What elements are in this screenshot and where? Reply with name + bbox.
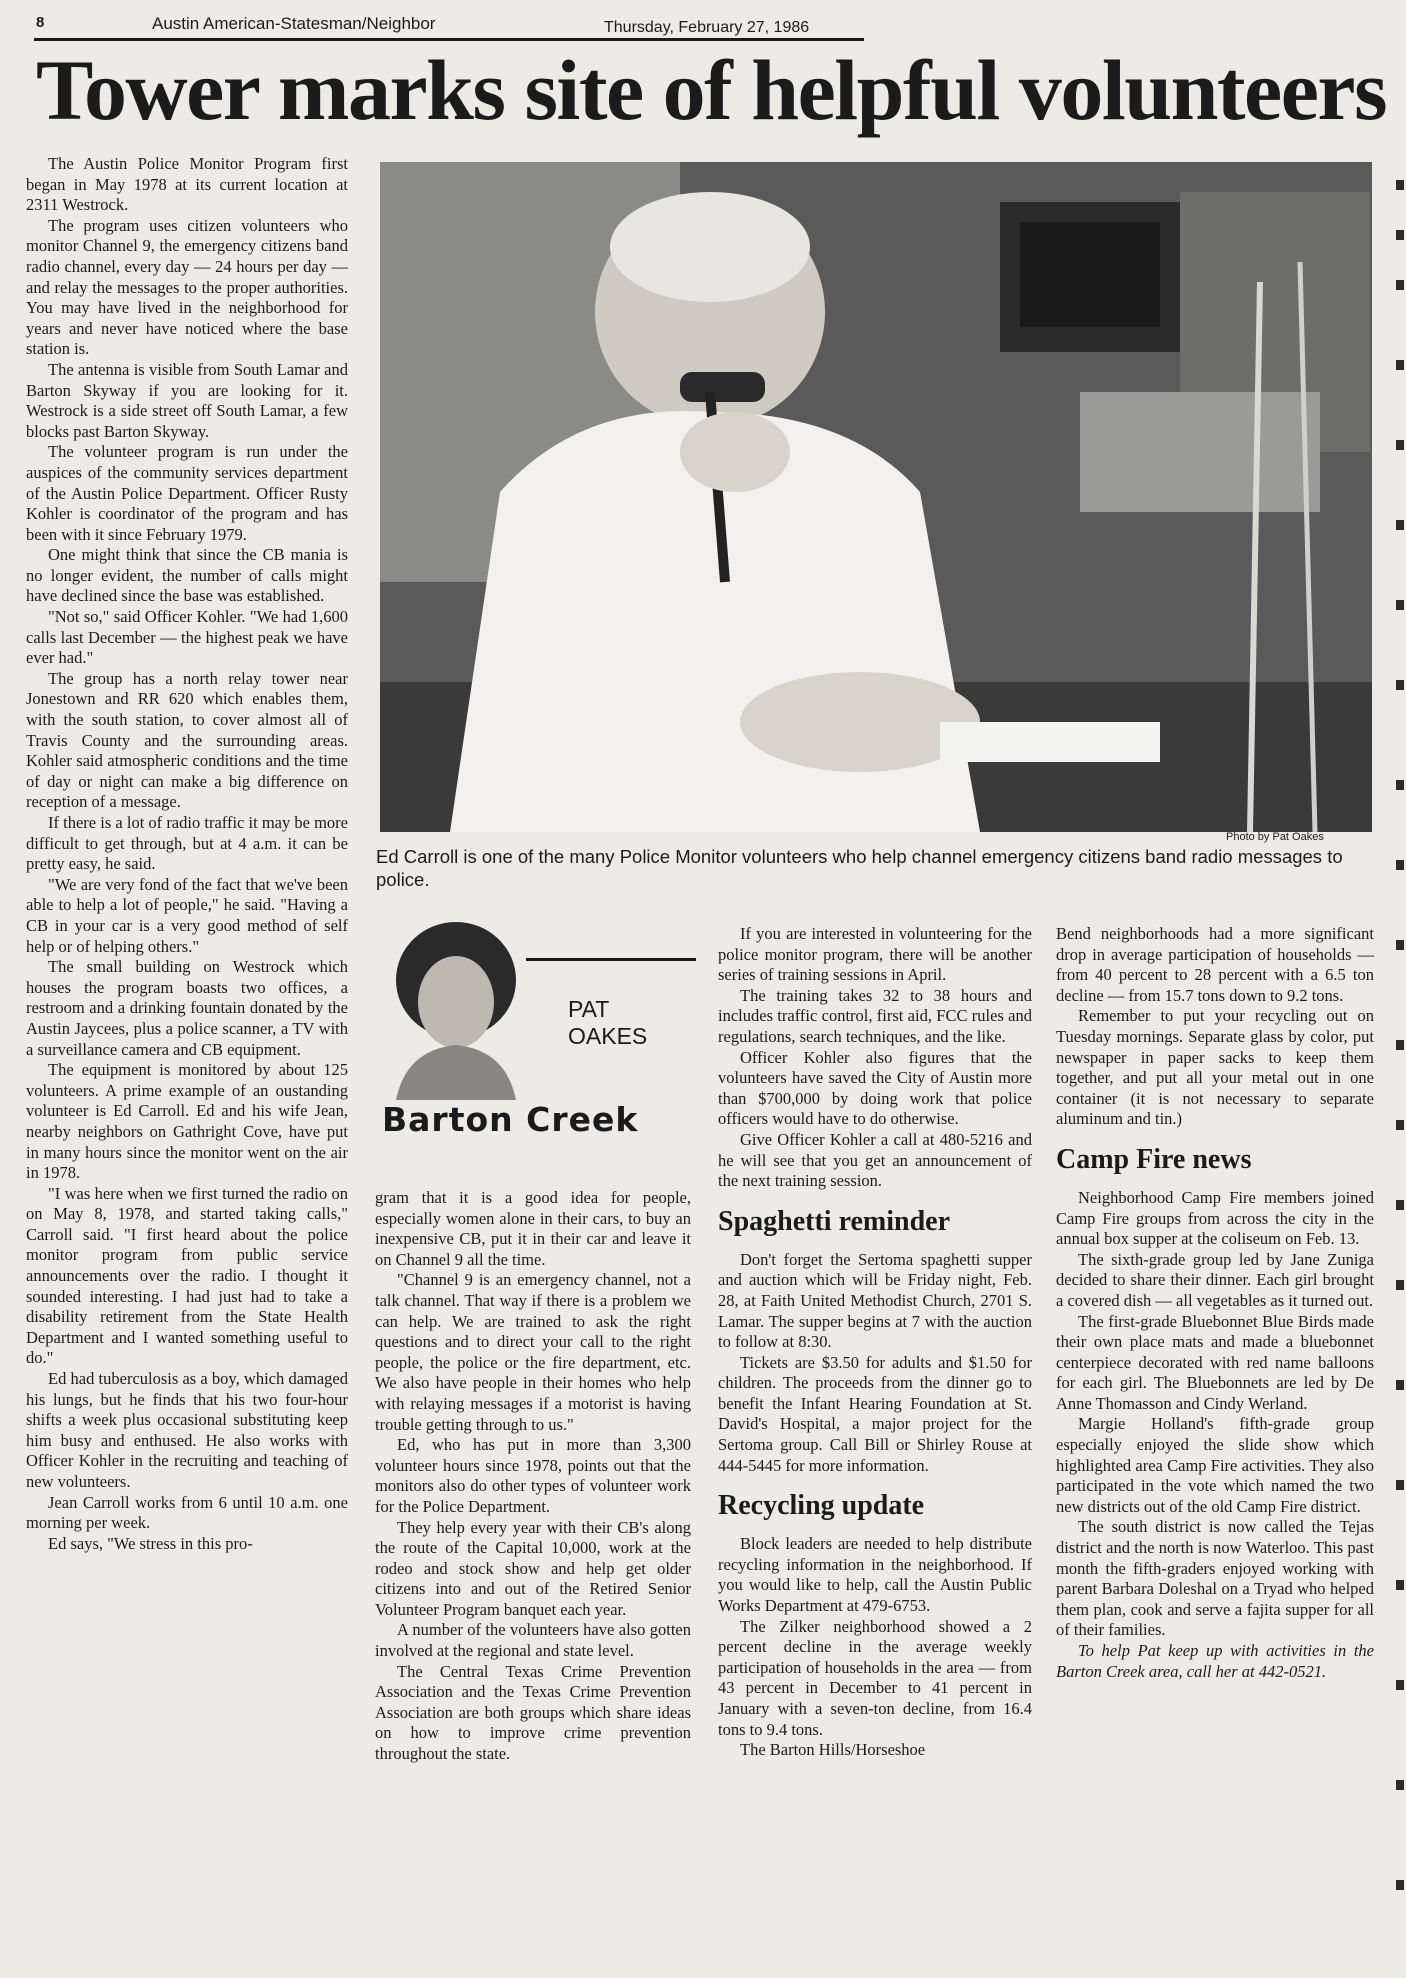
article-column-3 bbox=[718, 924, 1032, 1761]
paragraph: "Channel 9 is an emergency channel, not a talk channel. That way if there is a problem we can help. We are trained to ask the right questions and to direct your call to the right people, the police or the fire department, etc. We also have people in their homes who help with relaying messages if a motorist is having trouble getting through to us." bbox=[375, 1270, 691, 1434]
article-column-2 bbox=[375, 1188, 691, 1765]
paragraph: Block leaders are needed to help distribute recycling information in the neighborhood. If you would like to help, call the Austin Public Works Department at 479-6753. bbox=[718, 1534, 1032, 1616]
paragraph: If you are interested in volunteering for the police monitor program, there will be another series of training sessions in April. bbox=[718, 924, 1032, 985]
paragraph: The volunteer program is run under the auspices of the community services department of the Austin Police Department. Officer Rusty Kohler is coordinator of the program and has been with it since February 1979. bbox=[26, 442, 348, 544]
campfire-heading: Camp Fire news bbox=[1056, 1143, 1252, 1175]
paragraph: Give Officer Kohler a call at 480-5216 and he will see that you get an announcement of the next training session. bbox=[718, 1129, 1032, 1191]
paragraph: The Barton Hills/Horseshoe bbox=[740, 1740, 926, 1760]
paragraph: "I was here when we first turned the radio on on May 8, 1978, and started taking calls," Carroll said. "I first heard about the police monitor program from public service announcements over the radio. I thought it sounded interesting. I had just had to take a disability retirement from the State Health Department and I wanted something useful to do." bbox=[26, 1183, 348, 1368]
logo-rule bbox=[526, 958, 696, 961]
paragraph: The antenna is visible from South Lamar and Barton Skyway if you are looking for it. Westrock is a side street off South Lamar, a few blocks past Barton Skyway. bbox=[26, 359, 348, 441]
paragraph: The south district is now called the Tejas district and the north is now Waterloo. This past month the fifth-graders enjoyed working with parent Barbara Doleshal on a Tryad who helped them plan, cook and serve a fajita supper for all of their families. bbox=[1056, 1517, 1374, 1640]
photo-credit: Photo by Pat Oakes bbox=[1226, 831, 1324, 843]
paragraph: The program uses citizen volunteers who monitor Channel 9, the emergency citizens band radio channel, every day — 24 hours per day — and relay the messages to the proper authorities. You may have lived in the neighborhood for years and never have noticed where the base station is. bbox=[26, 215, 348, 359]
paragraph: The group has a north relay tower near Jonestown and RR 620 which enables them, with the south station, to cover almost all of Travis County and the surrounding areas. Kohler said atmospheric conditions and the time of day or night can make a big difference on reception of a message. bbox=[26, 668, 348, 812]
newspaper-name: Austin American-Statesman/Neighbor bbox=[152, 14, 436, 33]
paragraph: "Not so," said Officer Kohler. "We had 1,600 calls last December — the highest peak we have ever had." bbox=[26, 607, 348, 668]
paragraph: Ed says, "We stress in this pro- bbox=[48, 1533, 253, 1553]
paragraph: Jean Carroll works from 6 until 10 a.m. one morning per week. bbox=[26, 1492, 348, 1533]
column-author bbox=[568, 996, 647, 1050]
paragraph: The equipment is monitored by about 125 volunteers. A prime example of an oustanding volunteer is Ed Carroll. Ed and his wife Jean, nearby neighbors on Gathright Cove, have put in many hours since the monitor went on the air in 1978. bbox=[26, 1060, 348, 1183]
paragraph: The small building on Westrock which houses the program boasts two offices, a restroom and a drinking fountain donated by the Austin Jaycees, plus a police scanner, a TV with a surveillance camera and CB equipment. bbox=[26, 957, 348, 1059]
article-column-4 bbox=[1056, 924, 1374, 1682]
paragraph: The sixth-grade group led by Jane Zuniga decided to share their dinner. Each girl brought a covered dish — all vegetables as it turned out. bbox=[1056, 1249, 1374, 1310]
paragraph: "We are very fond of the fact that we've been able to help a lot of people," he said. "Having a CB in your car is a very good method of self help or of helping others." bbox=[26, 874, 348, 956]
paragraph: Ed had tuberculosis as a boy, which damaged his lungs, but he finds that his two four-hour shifts a week plus occasional substituting keep him busy and enthused. He also works with Officer Kohler in the recruiting and teaching of new volunteers. bbox=[26, 1369, 348, 1491]
headline: Tower marks site of helpful volunteers bbox=[36, 42, 1387, 138]
spaghetti-heading: Spaghetti reminder bbox=[718, 1205, 951, 1237]
issue-date: Thursday, February 27, 1986 bbox=[604, 19, 810, 36]
paragraph: If there is a lot of radio traffic it may be more difficult to get through, but at 4 a.m. it can be pretty easy, he said. bbox=[26, 813, 348, 874]
paragraph: Officer Kohler also figures that the volunteers have saved the City of Austin more than $700,000 by doing work that police officers would have to do otherwise. bbox=[718, 1047, 1032, 1129]
column-signoff: To help Pat keep up with activities in the Barton Creek area, call her at 442-0521. bbox=[1056, 1641, 1374, 1681]
paragraph: Neighborhood Camp Fire members joined Camp Fire groups from across the city in the annual box supper at the coliseum on Feb. 13. bbox=[1056, 1187, 1374, 1249]
author-first-name: PAT bbox=[568, 996, 610, 1022]
adjacent-column-fragment bbox=[1392, 160, 1406, 1960]
paragraph: Tickets are $3.50 for adults and $1.50 for children. The proceeds from the dinner go to benefit the Infant Hearing Foundation at St. David's Hospital, a major project for the Sertoma group. Call Bill or Shirley Rouse at 444-5445 for more information. bbox=[718, 1352, 1032, 1475]
paragraph: Margie Holland's fifth-grade group especially enjoyed the slide show which highlighted area Camp Fire activities. They also participated in the vote which named the two new districts out of the old Camp Fire district. bbox=[1056, 1414, 1374, 1516]
article-column-1 bbox=[26, 154, 348, 1554]
page-number: 8 bbox=[36, 14, 45, 31]
author-last-name: OAKES bbox=[568, 1023, 648, 1049]
column-logo bbox=[376, 910, 698, 1150]
paragraph: Bend neighborhoods had a more significant drop in average participation of households — from 40 percent to 28 percent with a 6.5 ton decline — from 15.7 tons down to 9.2 tons. bbox=[1056, 924, 1374, 1005]
paragraph: The Zilker neighborhood showed a 2 percent decline in the average weekly participation of households in the area — from 43 percent in December to 41 percent in January with a seven-ton decline, from 16.4 tons to 9.4 tons. bbox=[718, 1616, 1032, 1739]
paragraph: The Austin Police Monitor Program first began in May 1978 at its current location at 2311 Westrock. bbox=[26, 154, 348, 215]
photo-illustration bbox=[380, 162, 1372, 832]
paragraph: A number of the volunteers have also gotten involved at the regional and state level. bbox=[375, 1620, 691, 1661]
paragraph: The Central Texas Crime Prevention Association and the Texas Crime Prevention Association are both groups which share ideas on how to improve crime prevention throughout the state. bbox=[375, 1661, 691, 1764]
paragraph: Ed, who has put in more than 3,300 volunteer hours since 1978, points out that the monitors also do other types of volunteer work for the Police Department. bbox=[375, 1435, 691, 1516]
paragraph: The training takes 32 to 38 hours and includes traffic control, first aid, FCC rules and regulations, search techniques, and the like. bbox=[718, 985, 1032, 1046]
column-name: Barton Creek bbox=[382, 1100, 639, 1139]
recycling-heading: Recycling update bbox=[718, 1490, 925, 1522]
paragraph: Don't forget the Sertoma spaghetti supper and auction which will be Friday night, Feb. 28, at Faith United Methodist Church, 2701 S. Lamar. The supper begins at 7 with the auction to follow at 8:30. bbox=[718, 1249, 1032, 1352]
paragraph: One might think that since the CB mania is no longer evident, the number of calls might have declined since the base was established. bbox=[26, 545, 348, 606]
paragraph: They help every year with their CB's along the route of the Capital 10,000, work at the rodeo and stock show and help get older citizens into and out of the Retired Senior Volunteer Program banquet each year. bbox=[375, 1517, 691, 1619]
photo-caption: Ed Carroll is one of the many Police Monitor volunteers who help channel emergency citizens band radio messages to police. bbox=[376, 846, 1343, 890]
author-portrait bbox=[386, 920, 526, 1100]
news-photo bbox=[380, 162, 1372, 832]
paragraph: Remember to put your recycling out on Tuesday mornings. Separate glass by color, put newspaper in paper sacks to keep them together, and put all your metal out in one container (it is not necessary to separate aluminum and tin.) bbox=[1056, 1006, 1374, 1129]
paragraph: The first-grade Bluebonnet Blue Birds made their own place mats and made a bluebonnet centerpiece decorated with red name balloons for each girl. The Bluebonnets are led by De Anne Thomasson and Cindy Werland. bbox=[1056, 1311, 1374, 1413]
paragraph: gram that it is a good idea for people, especially women alone in their cars, to buy an inexpensive CB, put it in their car and leave it on Channel 9 all the time. bbox=[375, 1188, 691, 1269]
